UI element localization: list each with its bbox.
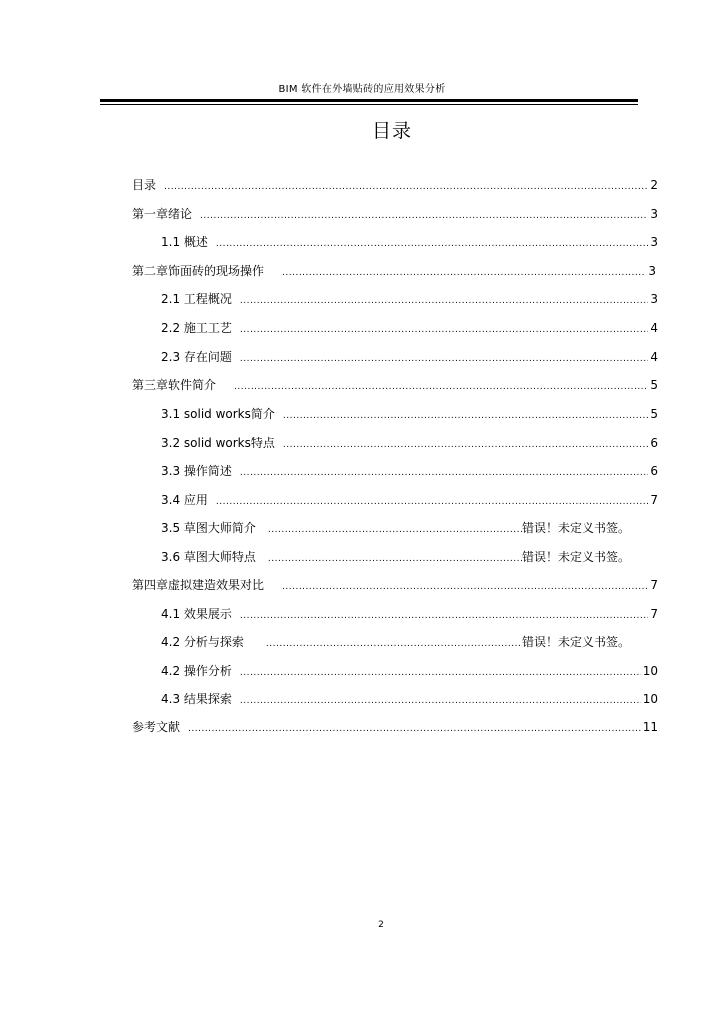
- toc-entry[interactable]: [132, 718, 658, 736]
- toc-entry-page: 3: [650, 207, 658, 221]
- toc-entry[interactable]: [161, 405, 658, 423]
- toc-entry-page: 4: [650, 321, 658, 335]
- toc-entry-label: 第三章软件简介: [132, 378, 217, 392]
- toc-leader-dots: [240, 664, 641, 682]
- toc-entry-page: 11: [642, 720, 658, 734]
- toc-leader-dots: [216, 235, 648, 253]
- toc-entry[interactable]: [132, 176, 658, 194]
- toc-leader-dots: [240, 321, 648, 339]
- toc-entry[interactable]: [132, 576, 658, 594]
- toc-entry-page: 5: [650, 378, 658, 392]
- toc-leader-dots: [164, 178, 648, 196]
- toc-leader-dots: [240, 292, 648, 310]
- toc-leader-dots: [240, 464, 648, 482]
- toc-entry-label: 2.3 存在问题: [161, 350, 232, 364]
- toc-entry-page: 3: [650, 235, 658, 249]
- toc-entry-label: 4.1 效果展示: [161, 607, 232, 621]
- toc-entry-label: 3.2 solid works特点: [161, 436, 275, 450]
- toc-entry-label: 4.3 结果探索: [161, 692, 232, 706]
- toc-entry-label: 4.2 操作分析: [161, 664, 232, 678]
- toc-entry-label: 1.1 概述: [161, 235, 208, 249]
- toc-entry[interactable]: [161, 348, 658, 366]
- toc-leader-dots: [216, 493, 648, 511]
- toc-leader-dots: [282, 264, 646, 282]
- toc-entry[interactable]: [161, 690, 658, 708]
- toc-entry-page: 7: [650, 607, 658, 621]
- toc-entry-label: 目录: [132, 178, 157, 192]
- toc-entry-page: 10: [642, 692, 658, 706]
- toc-entry[interactable]: [161, 605, 658, 623]
- toc-entry-page: 7: [650, 578, 658, 592]
- toc-entry-label: 3.6 草图大师特点: [161, 550, 256, 564]
- toc-entry-label: 3.4 应用: [161, 493, 208, 507]
- toc-entry-label: 第二章饰面砖的现场操作: [132, 264, 265, 278]
- toc-entry-label: 3.1 solid works简介: [161, 407, 275, 421]
- toc-entry[interactable]: [161, 662, 658, 680]
- toc-leader-dots: [240, 692, 641, 710]
- toc-leader-dots: [188, 720, 641, 738]
- toc-entry-label: 3.3 操作简述: [161, 464, 232, 478]
- toc-entry-label: 参考文献: [132, 720, 181, 734]
- toc-entry-page: 6: [650, 436, 658, 450]
- toc-leader-dots: [283, 436, 648, 454]
- toc-entry[interactable]: [161, 434, 658, 452]
- toc-entry-page: 7: [650, 493, 658, 507]
- toc-leader-dots: [283, 407, 648, 425]
- toc-entry-page: 3: [648, 264, 656, 278]
- page-number: 2: [378, 920, 384, 930]
- toc-leader-dots: [240, 607, 648, 625]
- toc-entry-page: 错误！未定义书签。: [521, 550, 630, 564]
- toc-entry[interactable]: [161, 290, 658, 308]
- toc-leader-dots: [200, 207, 648, 225]
- toc-leader-dots: [268, 550, 522, 568]
- toc-entry-label: 2.1 工程概况: [161, 292, 232, 306]
- toc-leader-dots: [268, 521, 522, 539]
- toc-entry[interactable]: [161, 491, 658, 509]
- toc-leader-dots: [240, 350, 648, 368]
- toc-leader-dots: [266, 635, 522, 653]
- toc-leader-dots: [234, 378, 648, 396]
- toc-entry[interactable]: [132, 376, 658, 394]
- toc-entry-page: 错误！未定义书签。: [521, 521, 630, 535]
- toc-entry[interactable]: [161, 233, 658, 251]
- toc-entry-page: 5: [650, 407, 658, 421]
- toc-entry-page: 4: [650, 350, 658, 364]
- toc-entry[interactable]: [161, 548, 630, 566]
- toc-entry-label: 2.2 施工工艺: [161, 321, 232, 335]
- toc-entry-label: 3.5 草图大师简介: [161, 521, 256, 535]
- toc-entry[interactable]: [132, 205, 658, 223]
- toc-entry-page: 10: [642, 664, 658, 678]
- toc-entry-page: 错误！未定义书签。: [521, 635, 630, 649]
- toc-leader-dots: [282, 578, 648, 596]
- toc-heading: 目录: [371, 120, 412, 142]
- toc-entry-label: 第一章绪论: [132, 207, 193, 221]
- toc-entry[interactable]: [161, 633, 630, 651]
- toc-entry[interactable]: [132, 262, 656, 280]
- running-header: BIM 软件在外墙贴砖的应用效果分析: [278, 84, 446, 95]
- toc-entry-label: 第四章虚拟建造效果对比: [132, 578, 265, 592]
- toc-entry-page: 6: [650, 464, 658, 478]
- toc-entry-page: 3: [650, 292, 658, 306]
- toc-entry-label: 4.2 分析与探索: [161, 635, 244, 649]
- toc-entry[interactable]: [161, 519, 630, 537]
- toc-entry[interactable]: [161, 462, 658, 480]
- toc-entry[interactable]: [161, 319, 658, 337]
- toc-entry-page: 2: [650, 178, 658, 192]
